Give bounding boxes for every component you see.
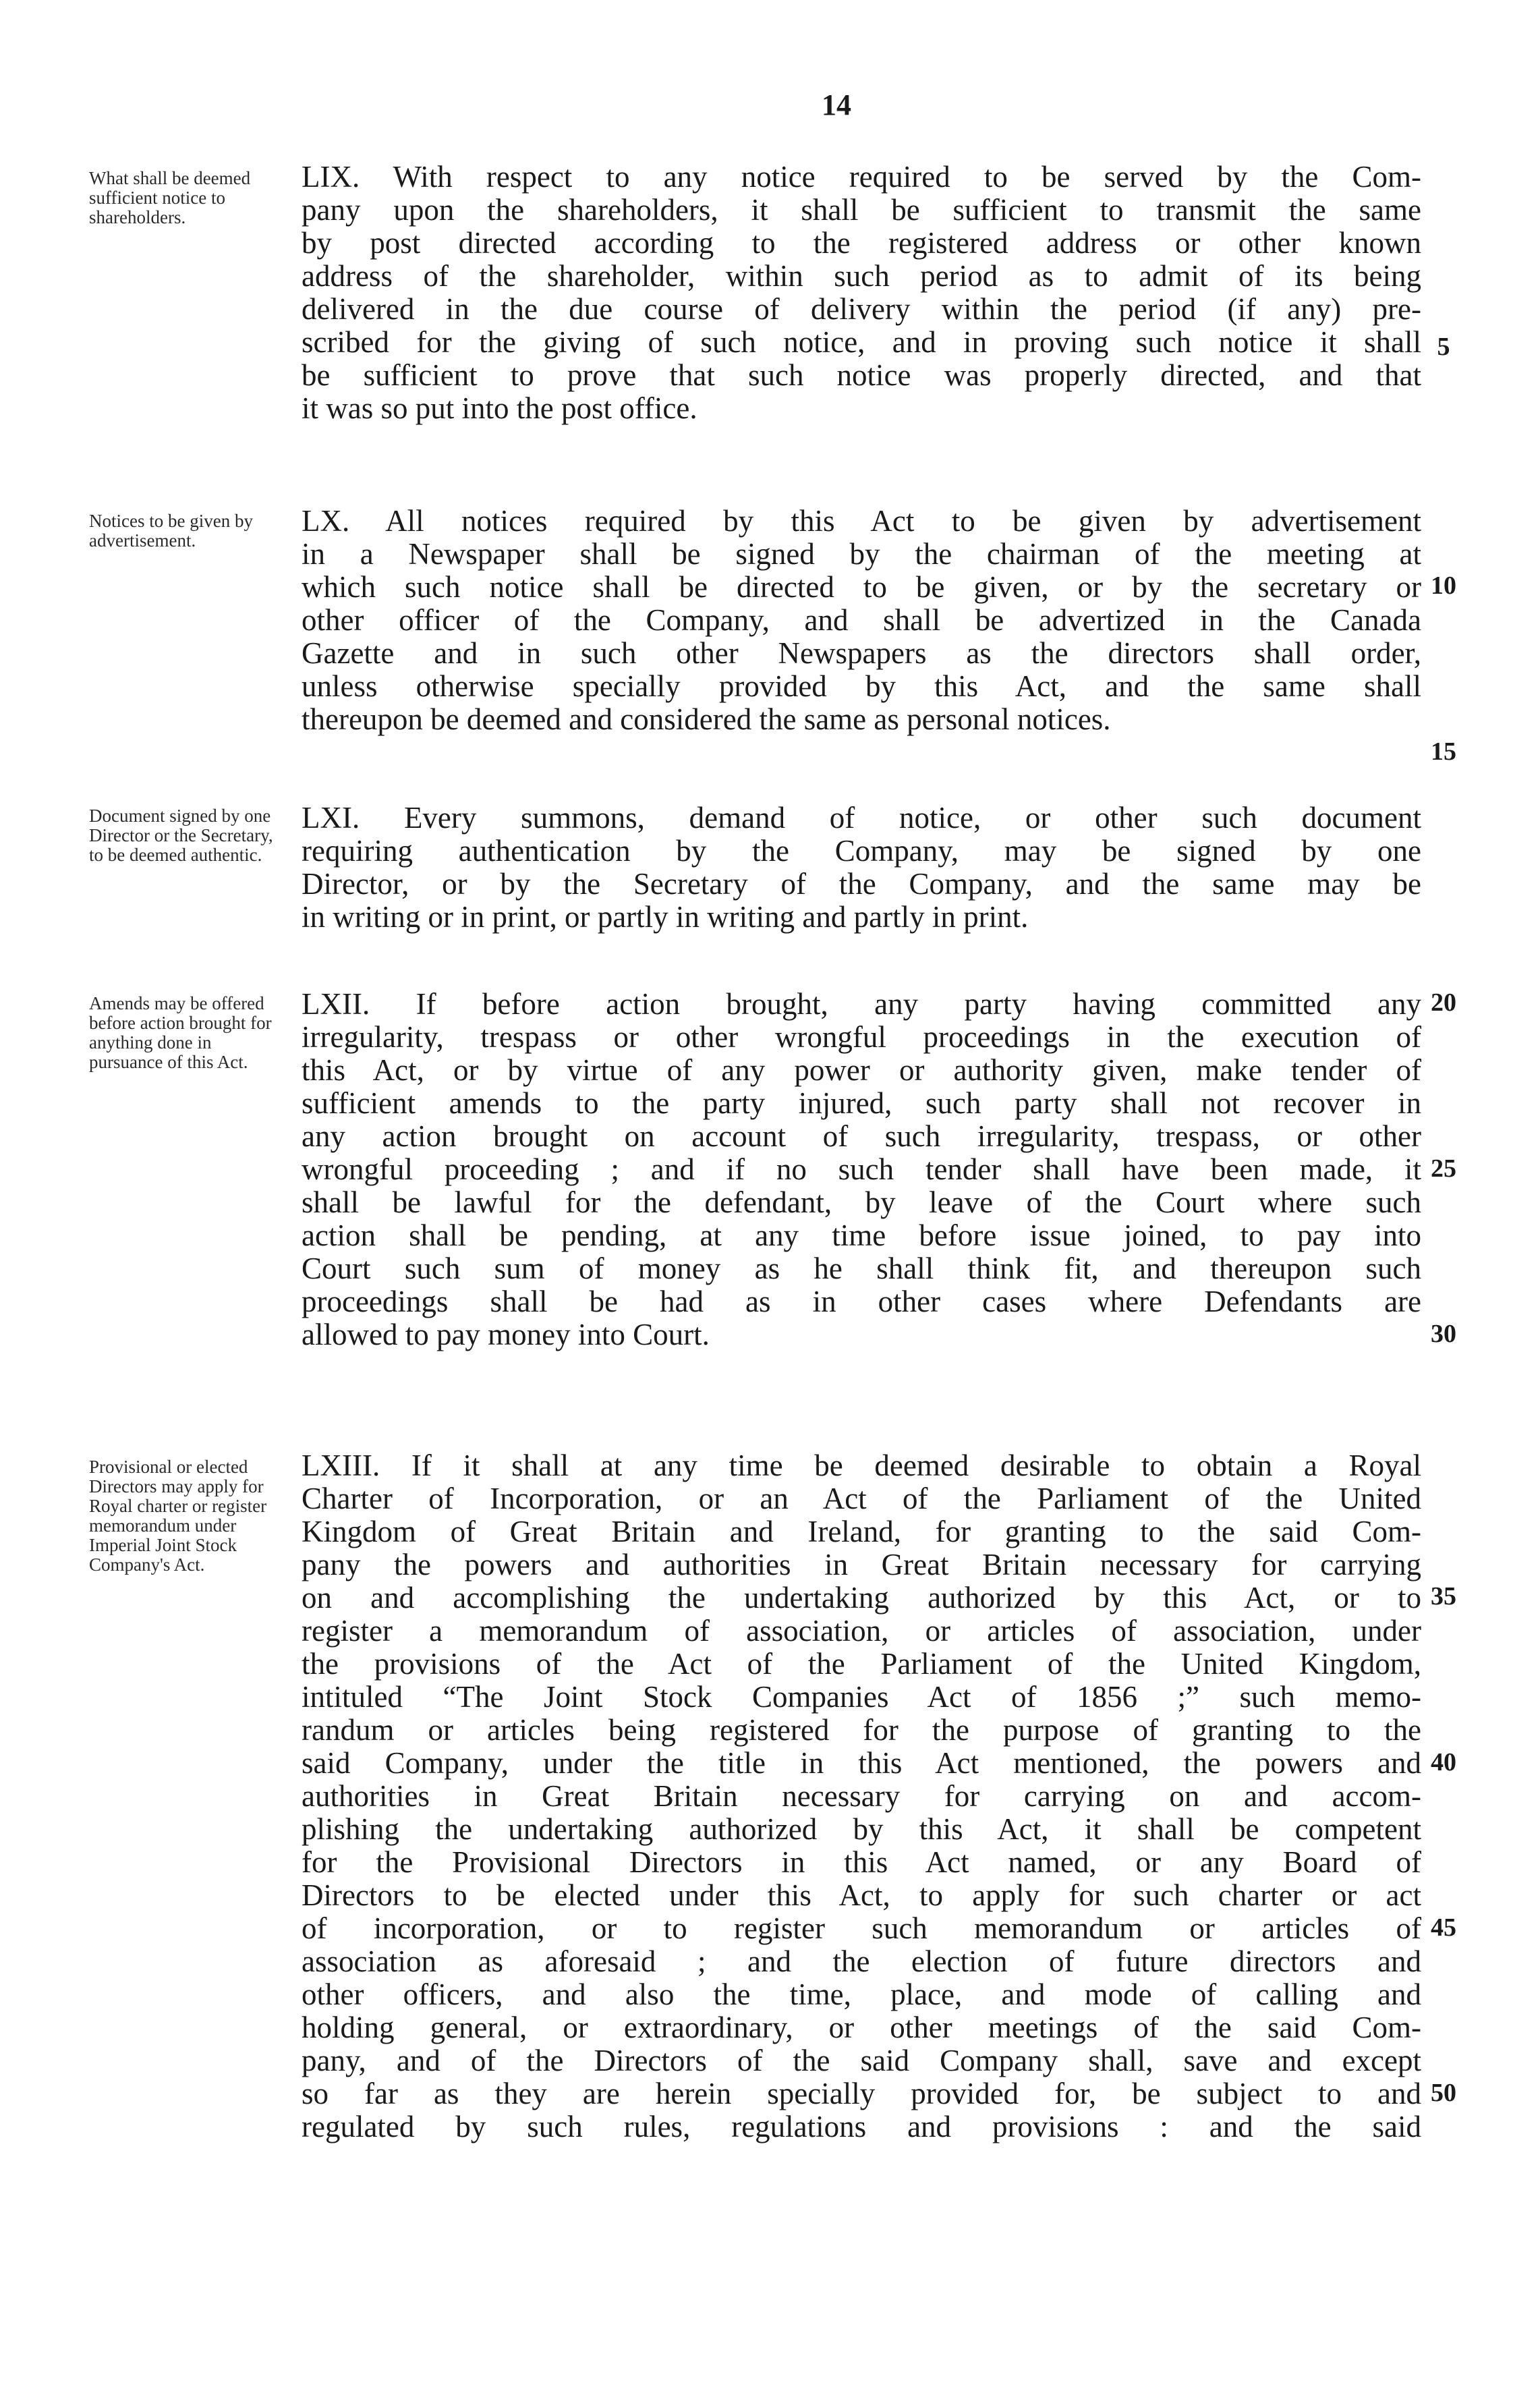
text-line: wrongful proceeding ; and if no such tender shall have been made, it — [302, 1152, 1421, 1186]
text-line: this Act, or by virtue of any power or authority given, make tender of — [302, 1053, 1421, 1087]
text-line: Director, or by the Secretary of the Company, and the same may be — [302, 867, 1421, 901]
text-line: thereupon be deemed and considered the same as personal notices. — [302, 702, 1111, 736]
text-line: Charter of Incorporation, or an Act of the Parliament of the United — [302, 1482, 1421, 1515]
line-number: 50 — [1431, 2079, 1456, 2107]
margin-note-lix: What shall be deemed sufficient notice to shareholders. — [89, 168, 251, 227]
text-line: irregularity, trespass or other wrongful proceedings in the execution of — [302, 1020, 1421, 1054]
page-number: 14 — [822, 88, 851, 121]
text-line: register a memorandum of association, or articles of association, under — [302, 1614, 1421, 1648]
text-line: Directors to be elected under this Act, to apply for such charter or act — [302, 1878, 1421, 1912]
text-line: regulated by such rules, regulations and provisions : and the said — [302, 2110, 1421, 2143]
text-line: association as aforesaid ; and the election of future directors and — [302, 1944, 1421, 1978]
text-line: the provisions of the Act of the Parliament of the United Kingdom, — [302, 1647, 1421, 1681]
line-number: 5 — [1437, 333, 1450, 361]
text-line: scribed for the giving of such notice, and in proving such notice it shall — [302, 325, 1421, 359]
line-number: 35 — [1431, 1582, 1456, 1610]
line-number: 20 — [1431, 988, 1456, 1017]
text-line: any action brought on account of such irregularity, trespass, or other — [302, 1119, 1421, 1153]
text-line: LX. All notices required by this Act to be given by advertisement — [302, 504, 1421, 538]
text-line: pany, and of the Directors of the said Company shall, save and except — [302, 2044, 1421, 2077]
text-line: Kingdom of Great Britain and Ireland, for granting to the said Com- — [302, 1515, 1421, 1548]
section-lix — [302, 161, 1421, 425]
text-line: address of the shareholder, within such period as to admit of its being — [302, 259, 1421, 293]
text-line: pany the powers and authorities in Great Britain necessary for carrying — [302, 1548, 1421, 1581]
text-line: LIX. With respect to any notice required to be served by the Com- — [302, 160, 1421, 194]
section-lxii — [302, 988, 1421, 1351]
text-line: in a Newspaper shall be signed by the chairman of the meeting at — [302, 537, 1421, 571]
text-line: on and accomplishing the undertaking authorized by this Act, or to — [302, 1581, 1421, 1615]
text-line: randum or articles being registered for the purpose of granting to the — [302, 1713, 1421, 1747]
line-number: 40 — [1431, 1748, 1456, 1776]
line-number: 30 — [1431, 1320, 1456, 1348]
text-line: in writing or in print, or partly in writing and partly in print. — [302, 900, 1029, 934]
text-line: of incorporation, or to register such memorandum or articles of — [302, 1911, 1421, 1945]
text-line: delivered in the due course of delivery within the period (if any) pre- — [302, 292, 1421, 326]
margin-note-lx: Notices to be given by advertisement. — [89, 511, 253, 551]
section-lxiii — [302, 1449, 1421, 2143]
text-line: Gazette and in such other Newspapers as the directors shall order, — [302, 636, 1421, 670]
text-line: sufficient amends to the party injured, such party shall not recover in — [302, 1086, 1421, 1120]
text-line: said Company, under the title in this Act mentioned, the powers and — [302, 1746, 1421, 1780]
text-line: Court such sum of money as he shall think fit, and thereupon such — [302, 1252, 1421, 1285]
text-line: LXII. If before action brought, any party having committed any — [302, 987, 1421, 1021]
text-line: plishing the undertaking authorized by this Act, it shall be competent — [302, 1812, 1421, 1846]
text-line: by post directed according to the registered address or other known — [302, 226, 1421, 260]
text-line: action shall be pending, at any time before issue joined, to pay into — [302, 1218, 1421, 1252]
text-line: holding general, or extraordinary, or other meetings of the said Com- — [302, 2011, 1421, 2044]
line-number: 25 — [1431, 1154, 1456, 1183]
text-line: LXI. Every summons, demand of notice, or other such document — [302, 801, 1421, 835]
line-number: 10 — [1431, 571, 1456, 600]
text-line: for the Provisional Directors in this Act named, or any Board of — [302, 1845, 1421, 1879]
text-line: so far as they are herein specially provided for, be subject to and — [302, 2077, 1421, 2110]
text-line: be sufficient to prove that such notice was properly directed, and that — [302, 358, 1421, 392]
text-line: unless otherwise specially provided by this Act, and the same shall — [302, 669, 1421, 703]
section-lxi — [302, 802, 1421, 934]
margin-note-lxiii: Provisional or elected Directors may apply for Royal charter or register memorandum under Imperial Joint Stock Company's Act. — [89, 1457, 267, 1575]
text-line: proceedings shall be had as in other cases where Defendants are — [302, 1285, 1421, 1318]
text-line: pany upon the shareholders, it shall be sufficient to transmit the same — [302, 193, 1421, 227]
text-line: intituled “The Joint Stock Companies Act of 1856 ;” such memo- — [302, 1680, 1421, 1714]
section-lx — [302, 505, 1421, 736]
text-line: LXIII. If it shall at any time be deemed desirable to obtain a Royal — [302, 1449, 1421, 1482]
text-line: it was so put into the post office. — [302, 391, 697, 425]
text-line: shall be lawful for the defendant, by leave of the Court where such — [302, 1185, 1421, 1219]
line-number: 15 — [1431, 737, 1456, 766]
text-line: other officer of the Company, and shall be advertized in the Canada — [302, 603, 1421, 637]
text-line: other officers, and also the time, place, and mode of calling and — [302, 1978, 1421, 2011]
text-line: requiring authentication by the Company, may be signed by one — [302, 834, 1421, 868]
line-number: 45 — [1431, 1913, 1456, 1942]
margin-note-lxii: Amends may be offered before action brought for anything done in pursuance of this Act. — [89, 993, 272, 1072]
margin-note-lxi: Document signed by one Director or the Secretary, to be deemed authentic. — [89, 806, 273, 865]
text-line: authorities in Great Britain necessary for carrying on and accom- — [302, 1779, 1421, 1813]
text-line: allowed to pay money into Court. — [302, 1318, 710, 1351]
text-line: which such notice shall be directed to be given, or by the secretary or — [302, 570, 1421, 604]
